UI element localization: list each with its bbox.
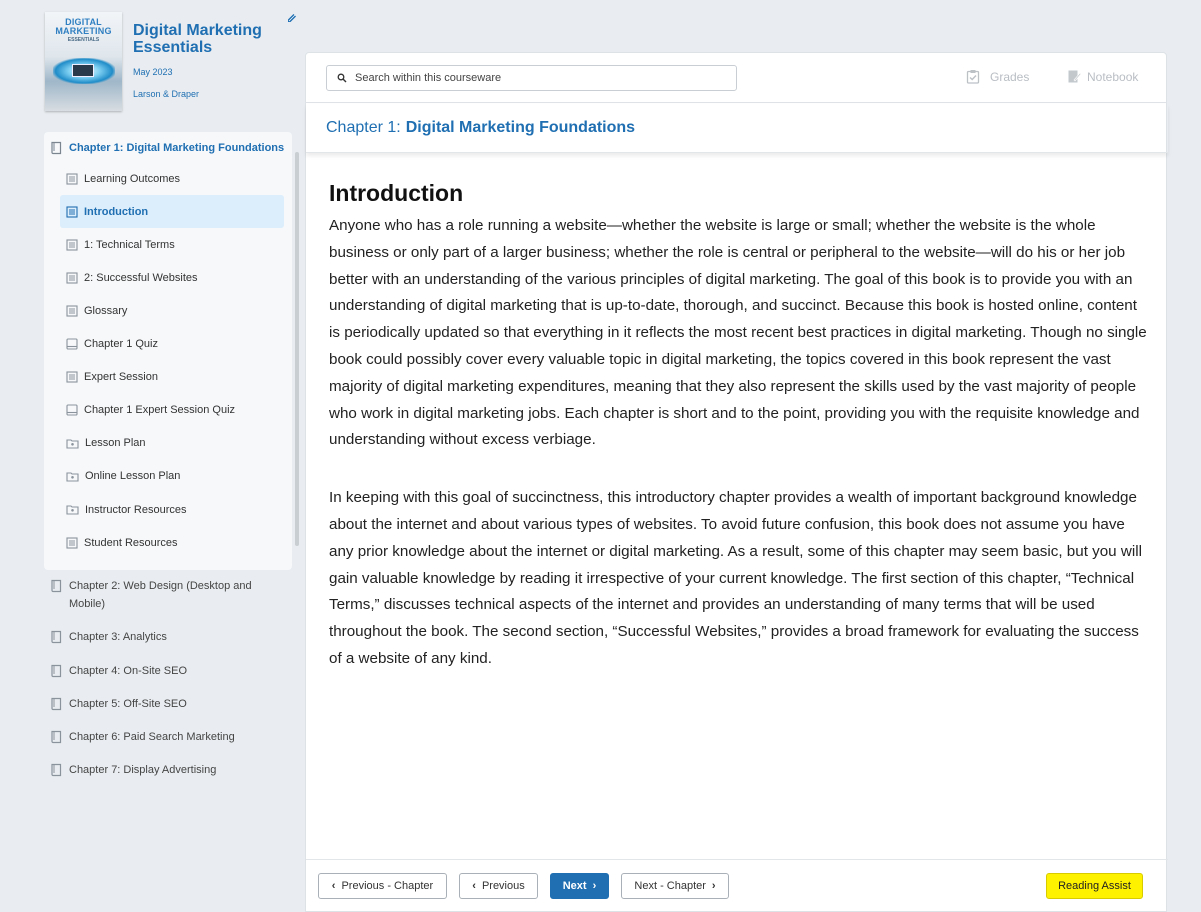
sidebar-lesson-item[interactable] bbox=[60, 460, 284, 493]
notebook-icon bbox=[1067, 69, 1081, 84]
sidebar-lesson-label: Student Resources bbox=[84, 536, 178, 549]
previous-chapter-label: Previous - Chapter bbox=[341, 880, 434, 892]
cover-subtitle: ESSENTIALS bbox=[67, 37, 100, 43]
reading-assist-label: Reading Assist bbox=[1058, 880, 1131, 892]
book-authors: Larson & Draper bbox=[133, 89, 200, 99]
grades-label: Grades bbox=[990, 69, 1030, 84]
previous-button[interactable] bbox=[459, 873, 538, 899]
next-chapter-label: Next - Chapter bbox=[634, 880, 706, 892]
sidebar-lesson-label: Chapter 1 Quiz bbox=[84, 338, 158, 350]
document-icon bbox=[66, 206, 78, 218]
document-icon bbox=[66, 239, 78, 251]
sidebar-lesson-item[interactable] bbox=[60, 394, 284, 427]
sidebar-lesson-label: 1: Technical Terms bbox=[84, 238, 175, 251]
sidebar-chapter-label: Chapter 7: Display Advertising bbox=[69, 764, 217, 776]
paragraph: In keeping with this goal of succinctness, this introductory chapter provides a wealth of important background knowledge about the internet and about various types of websites. To avoid future confusion, this book does not assume you have any prior knowledge about the internet or digital marketing. As a result, some of this chapter may seem basic, but you will gain valuable knowledge by reading it irrespective of your current knowledge. The first section of this chapter, “Technical Terms,” discusses technical aspects of the internet and provides an understanding of many terms that will be used throughout the book. The second section, “Successful Websites,” provides a broad framework for evaluating the success of a website of any kind. bbox=[329, 489, 1142, 667]
cover-device bbox=[72, 64, 94, 77]
chapter-number: Chapter 1: bbox=[326, 119, 401, 136]
sidebar-lesson-item[interactable] bbox=[60, 427, 284, 460]
main-panel bbox=[305, 52, 1167, 912]
document-icon bbox=[66, 371, 78, 383]
current-chapter-title: Chapter 1: Digital Marketing Foundations bbox=[69, 142, 285, 154]
document-icon bbox=[66, 272, 78, 284]
sidebar-lesson-label: Lesson Plan bbox=[85, 437, 146, 450]
sidebar-lesson-label: Online Lesson Plan bbox=[85, 470, 181, 483]
sidebar-chapter-item[interactable] bbox=[50, 728, 259, 746]
sidebar-lesson-label: Instructor Resources bbox=[85, 503, 187, 516]
sidebar-lesson-label: Introduction bbox=[84, 205, 149, 218]
reading-assist-button[interactable] bbox=[1046, 873, 1143, 899]
book-icon bbox=[50, 579, 63, 593]
book-icon bbox=[50, 697, 63, 711]
book-title: Digital Marketing Essentials bbox=[133, 22, 262, 56]
book-date: May 2023 bbox=[133, 67, 173, 77]
sidebar-chapter-item[interactable] bbox=[50, 662, 259, 680]
sidebar-lesson-item[interactable] bbox=[60, 328, 284, 361]
sidebar bbox=[0, 0, 300, 912]
chevron-left-icon: ‹ bbox=[331, 880, 336, 892]
document-icon bbox=[66, 537, 78, 549]
search-input[interactable] bbox=[355, 72, 715, 84]
reading-content bbox=[329, 180, 1149, 704]
sidebar-chapter-label: Chapter 6: Paid Search Marketing bbox=[69, 731, 235, 743]
chevron-right-icon: › bbox=[711, 880, 716, 892]
search-box[interactable] bbox=[326, 65, 737, 91]
sidebar-lesson-item[interactable] bbox=[60, 493, 284, 526]
sidebar-lesson-label: 2: Successful Websites bbox=[84, 271, 198, 284]
quiz-icon bbox=[66, 404, 78, 416]
chapter-title-bar bbox=[306, 104, 1168, 153]
book-icon bbox=[50, 763, 63, 777]
sidebar-chapter-label: Chapter 3: Analytics bbox=[69, 631, 167, 643]
chevron-right-icon: › bbox=[592, 880, 597, 892]
sidebar-lesson-label: Expert Session bbox=[84, 371, 158, 384]
cover-title: DIGITAL MARKETING bbox=[55, 17, 112, 36]
grades-button[interactable] bbox=[966, 69, 1029, 84]
sidebar-lesson-item[interactable] bbox=[60, 162, 284, 195]
sidebar-lesson-label: Chapter 1 Expert Session Quiz bbox=[84, 404, 236, 417]
search-icon bbox=[337, 73, 347, 83]
sidebar-lesson-label: Glossary bbox=[84, 304, 128, 317]
sidebar-lesson-label: Learning Outcomes bbox=[84, 172, 180, 185]
previous-chapter-button[interactable] bbox=[318, 873, 447, 899]
edit-icon[interactable] bbox=[286, 12, 298, 24]
book-icon bbox=[50, 141, 63, 155]
notebook-button[interactable] bbox=[1067, 69, 1138, 84]
book-cover bbox=[45, 12, 122, 111]
folder-icon bbox=[66, 438, 79, 449]
sidebar-chapter-item[interactable] bbox=[50, 577, 259, 613]
book-header bbox=[45, 12, 300, 112]
next-chapter-button[interactable] bbox=[621, 873, 729, 899]
sidebar-scrollbar[interactable] bbox=[295, 152, 299, 546]
sidebar-lesson-item[interactable] bbox=[60, 526, 284, 559]
folder-icon bbox=[66, 504, 79, 515]
current-chapter-header[interactable] bbox=[50, 141, 284, 155]
sidebar-lesson-item[interactable] bbox=[60, 261, 284, 294]
sidebar-chapter-item[interactable] bbox=[50, 695, 259, 713]
navigation-footer bbox=[306, 859, 1168, 912]
sidebar-chapter-label: Chapter 4: On-Site SEO bbox=[69, 665, 187, 677]
previous-label: Previous bbox=[481, 880, 525, 892]
chapter-name: Digital Marketing Foundations bbox=[405, 119, 636, 136]
document-icon bbox=[66, 305, 78, 317]
sidebar-lesson-item[interactable] bbox=[60, 195, 284, 228]
next-label: Next bbox=[562, 880, 587, 892]
sidebar-chapter-label: Chapter 2: Web Design (Desktop and Mobile) bbox=[69, 580, 252, 610]
document-icon bbox=[66, 173, 78, 185]
book-icon bbox=[50, 664, 63, 678]
next-button[interactable] bbox=[550, 873, 609, 899]
quiz-icon bbox=[66, 338, 78, 350]
sidebar-chapter-item[interactable] bbox=[50, 761, 259, 779]
section-heading: Introduction bbox=[329, 180, 464, 206]
book-icon bbox=[50, 730, 63, 744]
notebook-label: Notebook bbox=[1087, 69, 1139, 84]
sidebar-lesson-item[interactable] bbox=[60, 294, 284, 327]
paragraph: Anyone who has a role running a website—whether the website is large or small; whether the website is the whole business or only part of a larger business; whether the role is central or peripheral to the website—will do his or her job better with an understanding of the various principles of digital marketing. The goal of this book is to provide you with an understanding of digital marketing that is up-to-date, thorough, and succinct. Because this book is hosted online, content is periodically updated so that everything in it reflects the most recent best practices in digital marketing. Though no single book could possibly cover every valuable topic in digital marketing, the topics covered in this book represent the vast majority of digital marketing expenditures, meaning that they also represent the skills used by the vast majority of people who work in digital marketing jobs. Each chapter is short and to the point, providing you with the requisite knowledge and understanding without excess verbiage. bbox=[329, 217, 1147, 449]
folder-icon bbox=[66, 471, 79, 482]
clipboard-check-icon bbox=[966, 69, 980, 84]
sidebar-chapter-label: Chapter 5: Off-Site SEO bbox=[69, 698, 187, 710]
chevron-left-icon: ‹ bbox=[472, 880, 476, 892]
sidebar-lesson-item[interactable] bbox=[60, 361, 284, 394]
book-icon bbox=[50, 630, 63, 644]
sidebar-lesson-item[interactable] bbox=[60, 228, 284, 261]
top-toolbar bbox=[306, 53, 1166, 103]
sidebar-chapter-item[interactable] bbox=[50, 628, 259, 646]
